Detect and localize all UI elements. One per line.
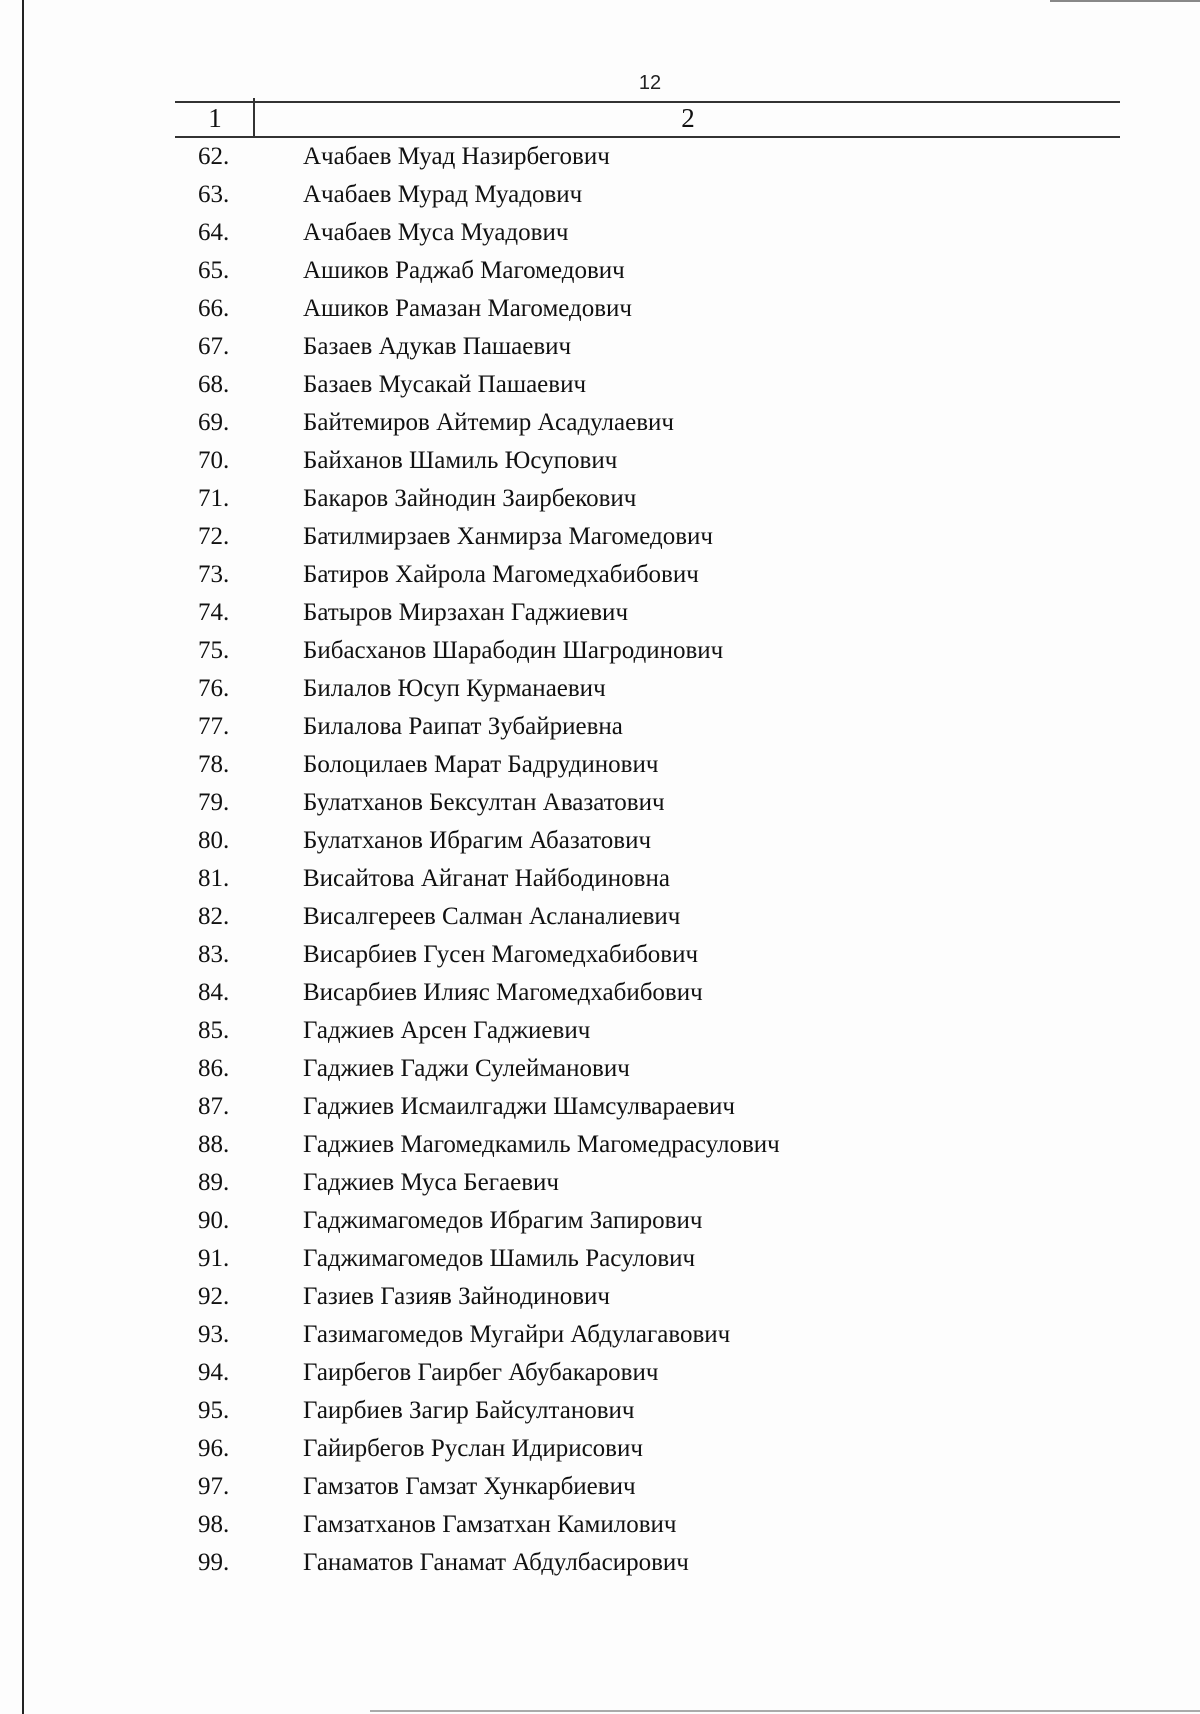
table-row bbox=[0, 1392, 1200, 1430]
row-number: 76. bbox=[198, 675, 230, 702]
row-number: 87. bbox=[198, 1093, 230, 1120]
row-full-name: Билалов Юсуп Курманаевич bbox=[303, 675, 606, 702]
table-header-divider bbox=[253, 98, 255, 136]
row-full-name: Гамзатханов Гамзатхан Камилович bbox=[303, 1511, 677, 1538]
row-number: 89. bbox=[198, 1169, 230, 1196]
table-row bbox=[0, 594, 1200, 632]
row-full-name: Гаджиев Гаджи Сулейманович bbox=[303, 1055, 630, 1082]
row-number: 75. bbox=[198, 637, 230, 664]
table-row bbox=[0, 252, 1200, 290]
table-row bbox=[0, 1544, 1200, 1582]
row-number: 94. bbox=[198, 1359, 230, 1386]
row-number: 81. bbox=[198, 865, 230, 892]
row-full-name: Байтемиров Айтемир Асадулаевич bbox=[303, 409, 674, 436]
table-row bbox=[0, 1050, 1200, 1088]
row-full-name: Гаирбегов Гаирбег Абубакарович bbox=[303, 1359, 659, 1386]
row-full-name: Гайирбегов Руслан Идирисович bbox=[303, 1435, 643, 1462]
table-row bbox=[0, 632, 1200, 670]
row-number: 90. bbox=[198, 1207, 230, 1234]
table-row bbox=[0, 366, 1200, 404]
row-number: 72. bbox=[198, 523, 230, 550]
table-row bbox=[0, 1316, 1200, 1354]
row-full-name: Гаджиев Магомедкамиль Магомедрасулович bbox=[303, 1131, 780, 1158]
table-row bbox=[0, 1164, 1200, 1202]
row-number: 66. bbox=[198, 295, 230, 322]
table-row bbox=[0, 1240, 1200, 1278]
row-full-name: Висайтова Айганат Найбодиновна bbox=[303, 865, 670, 892]
row-number: 80. bbox=[198, 827, 230, 854]
row-full-name: Гаджиев Муса Бегаевич bbox=[303, 1169, 559, 1196]
row-full-name: Ганаматов Ганамат Абдулбасирович bbox=[303, 1549, 689, 1576]
row-full-name: Болоцилаев Марат Бадрудинович bbox=[303, 751, 659, 778]
page-number: 12 bbox=[638, 72, 662, 94]
column-header-name: 2 bbox=[681, 103, 695, 133]
row-number: 97. bbox=[198, 1473, 230, 1500]
row-number: 91. bbox=[198, 1245, 230, 1272]
table-row bbox=[0, 1088, 1200, 1126]
row-number: 70. bbox=[198, 447, 230, 474]
scan-edge-bottom bbox=[370, 1710, 1200, 1712]
scan-edge-top bbox=[1050, 0, 1200, 2]
table-row bbox=[0, 822, 1200, 860]
table-row bbox=[0, 176, 1200, 214]
table-row bbox=[0, 784, 1200, 822]
column-header-number: 1 bbox=[208, 103, 222, 133]
table-row bbox=[0, 898, 1200, 936]
row-full-name: Байханов Шамиль Юсупович bbox=[303, 447, 618, 474]
row-full-name: Газимагомедов Мугайри Абдулагавович bbox=[303, 1321, 731, 1348]
row-full-name: Батыров Мирзахан Гаджиевич bbox=[303, 599, 629, 626]
row-number: 78. bbox=[198, 751, 230, 778]
table-header-top-rule bbox=[175, 101, 1120, 103]
row-full-name: Гаирбиев Загир Байсултанович bbox=[303, 1397, 635, 1424]
row-full-name: Булатханов Ибрагим Абазатович bbox=[303, 827, 652, 854]
table-row bbox=[0, 708, 1200, 746]
row-number: 65. bbox=[198, 257, 230, 284]
row-full-name: Висарбиев Илияс Магомедхабибович bbox=[303, 979, 703, 1006]
table-row bbox=[0, 974, 1200, 1012]
row-number: 83. bbox=[198, 941, 230, 968]
row-number: 92. bbox=[198, 1283, 230, 1310]
row-number: 88. bbox=[198, 1131, 230, 1158]
row-number: 99. bbox=[198, 1549, 230, 1576]
row-full-name: Ачабаев Муса Муадович bbox=[303, 219, 569, 246]
row-full-name: Булатханов Бексултан Авазатович bbox=[303, 789, 665, 816]
table-row bbox=[0, 214, 1200, 252]
row-number: 96. bbox=[198, 1435, 230, 1462]
table-row bbox=[0, 670, 1200, 708]
row-number: 62. bbox=[198, 143, 230, 170]
table-row bbox=[0, 1202, 1200, 1240]
row-full-name: Газиев Газияв Зайнодинович bbox=[303, 1283, 610, 1310]
row-number: 86. bbox=[198, 1055, 230, 1082]
row-number: 84. bbox=[198, 979, 230, 1006]
table-row bbox=[0, 860, 1200, 898]
table-row bbox=[0, 138, 1200, 176]
table-row bbox=[0, 556, 1200, 594]
table-row bbox=[0, 1012, 1200, 1050]
table-row bbox=[0, 480, 1200, 518]
row-number: 68. bbox=[198, 371, 230, 398]
table-row bbox=[0, 746, 1200, 784]
row-number: 82. bbox=[198, 903, 230, 930]
row-number: 67. bbox=[198, 333, 230, 360]
row-full-name: Ачабаев Мурад Муадович bbox=[303, 181, 583, 208]
table-row bbox=[0, 404, 1200, 442]
table-row bbox=[0, 328, 1200, 366]
row-number: 71. bbox=[198, 485, 230, 512]
row-number: 64. bbox=[198, 219, 230, 246]
row-full-name: Батиров Хайрола Магомедхабибович bbox=[303, 561, 699, 588]
row-full-name: Бакаров Зайнодин Заирбекович bbox=[303, 485, 637, 512]
row-number: 73. bbox=[198, 561, 230, 588]
row-full-name: Гамзатов Гамзат Хункарбиевич bbox=[303, 1473, 636, 1500]
row-full-name: Ашиков Раджаб Магомедович bbox=[303, 257, 625, 284]
row-number: 85. bbox=[198, 1017, 230, 1044]
row-full-name: Гаджимагомедов Ибрагим Запирович bbox=[303, 1207, 703, 1234]
row-number: 63. bbox=[198, 181, 230, 208]
table-row bbox=[0, 1506, 1200, 1544]
row-number: 95. bbox=[198, 1397, 230, 1424]
table-row bbox=[0, 1126, 1200, 1164]
row-number: 79. bbox=[198, 789, 230, 816]
row-full-name: Висарбиев Гусен Магомедхабибович bbox=[303, 941, 699, 968]
row-full-name: Базаев Адукав Пашаевич bbox=[303, 333, 572, 360]
table-row bbox=[0, 936, 1200, 974]
row-full-name: Билалова Раипат Зубайриевна bbox=[303, 713, 623, 740]
row-full-name: Висалгереев Салман Асланалиевич bbox=[303, 903, 681, 930]
row-full-name: Ачабаев Муад Назирбегович bbox=[303, 143, 610, 170]
row-full-name: Бибасханов Шарабодин Шагродинович bbox=[303, 637, 724, 664]
table-row bbox=[0, 1468, 1200, 1506]
table-row bbox=[0, 290, 1200, 328]
table-row bbox=[0, 1278, 1200, 1316]
row-number: 69. bbox=[198, 409, 230, 436]
row-number: 93. bbox=[198, 1321, 230, 1348]
row-full-name: Батилмирзаев Ханмирза Магомедович bbox=[303, 523, 714, 550]
row-full-name: Гаджиев Арсен Гаджиевич bbox=[303, 1017, 591, 1044]
table-row bbox=[0, 1354, 1200, 1392]
row-number: 98. bbox=[198, 1511, 230, 1538]
name-list bbox=[0, 138, 1200, 1582]
table-row bbox=[0, 518, 1200, 556]
row-number: 74. bbox=[198, 599, 230, 626]
row-full-name: Гаджиев Исмаилгаджи Шамсулвараевич bbox=[303, 1093, 735, 1120]
row-number: 77. bbox=[198, 713, 230, 740]
table-row bbox=[0, 442, 1200, 480]
row-full-name: Гаджимагомедов Шамиль Расулович bbox=[303, 1245, 696, 1272]
table-row bbox=[0, 1430, 1200, 1468]
row-full-name: Ашиков Рамазан Магомедович bbox=[303, 295, 633, 322]
row-full-name: Базаев Мусакай Пашаевич bbox=[303, 371, 587, 398]
